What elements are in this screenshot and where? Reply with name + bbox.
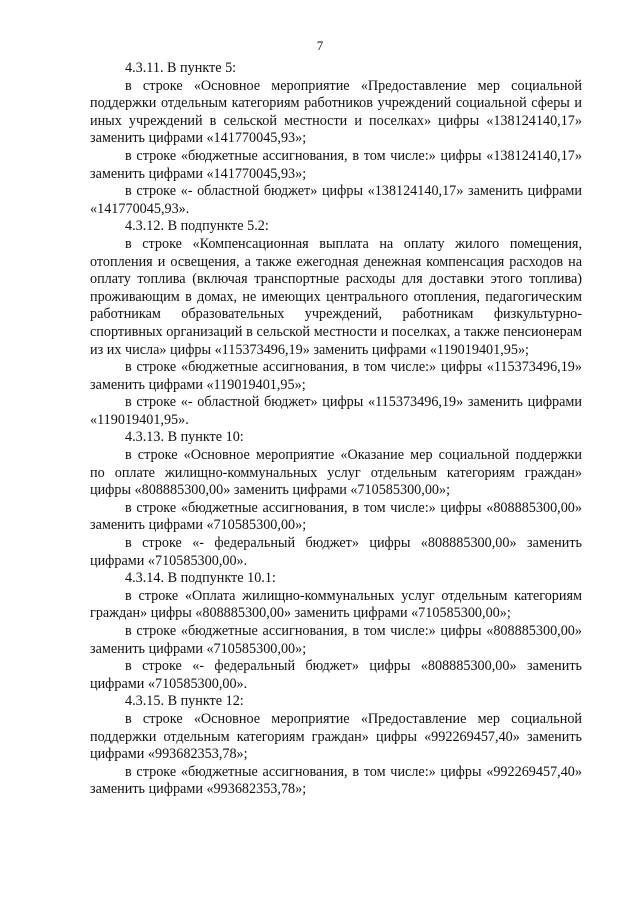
amendment-paragraph: в строке «бюджетные ассигнования, в том числе:» цифры «115373496,19» заменить цифрами «119019401,95»; — [90, 359, 582, 393]
amendment-paragraph: в строке «бюджетные ассигнования, в том числе:» цифры «808885300,00» заменить цифрами «710585300,00»; — [90, 623, 582, 657]
amendment-paragraph: в строке «Основное мероприятие «Оказание мер социальной поддержки по оплате жилищно-коммунальных услуг отдельным категориям граждан» цифры «808885300,00» заменить цифрами «710585300,00»; — [90, 447, 582, 499]
section-heading: 4.3.13. В пункте 10: — [125, 429, 244, 446]
amendment-paragraph: в строке «бюджетные ассигнования, в том числе:» цифры «992269457,40» заменить цифрами «993682353,78»; — [90, 763, 582, 798]
section-heading: 4.3.11. В пункте 5: — [125, 60, 237, 76]
amendment-paragraph: в строке «- федеральный бюджет» цифры «808885300,00» заменить цифрами «710585300,00». — [90, 658, 582, 692]
amendment-paragraph: в строке «Основное мероприятие «Предоставление мер социальной поддержки отдельным категориям работников учреждений социальной сферы и иных учреждений в сельской местности и поселках» цифры «138124140,17» заменить цифрами «141770045,93»; — [90, 77, 582, 147]
amendment-paragraph: в строке «- федеральный бюджет» цифры «808885300,00» заменить цифрами «710585300,00». — [90, 535, 582, 569]
amendment-paragraph: в строке «- областной бюджет» цифры «115373496,19» заменить цифрами «119019401,95». — [90, 394, 582, 428]
document-body — [90, 60, 582, 799]
page-number: 7 — [316, 38, 324, 53]
amendment-paragraph: в строке «- областной бюджет» цифры «138124140,17» заменить цифрами «141770045,93». — [90, 183, 582, 217]
amendment-paragraph: в строке «Оплата жилищно-коммунальных услуг отдельным категориям граждан» цифры «808885300,00» заменить цифрами «710585300,00»; — [90, 587, 582, 622]
amendment-paragraph: в строке «Компенсационная выплата на оплату жилого помещения, отопления и освещения, а также ежегодная денежная компенсация расходов на оплату топлива (включая транспортные расходы для доставки этого топлива) проживающим в домах, не имеющих центрального отопления, педагогическим работникам образовательных учреждений, работникам физкультурно-спортивных организаций в сельской местности и поселках, а также пенсионерам из их числа» цифры «115373496,19» заменить цифрами «119019401,95»; — [90, 235, 582, 358]
amendment-paragraph: в строке «Основное мероприятие «Предоставление мер социальной поддержки отдельным категориям граждан» цифры «992269457,40» заменить цифрами «993682353,78»; — [90, 710, 582, 763]
amendment-paragraph: в строке «бюджетные ассигнования, в том числе:» цифры «138124140,17» заменить цифрами «141770045,93»; — [90, 147, 582, 182]
section-heading: 4.3.12. В подпункте 5.2: — [125, 218, 269, 235]
section-heading: 4.3.15. В пункте 12: — [125, 693, 244, 710]
section-heading: 4.3.14. В подпункте 10.1: — [125, 570, 276, 587]
amendment-paragraph: в строке «бюджетные ассигнования, в том числе:» цифры «808885300,00» заменить цифрами «710585300,00»; — [90, 499, 582, 534]
